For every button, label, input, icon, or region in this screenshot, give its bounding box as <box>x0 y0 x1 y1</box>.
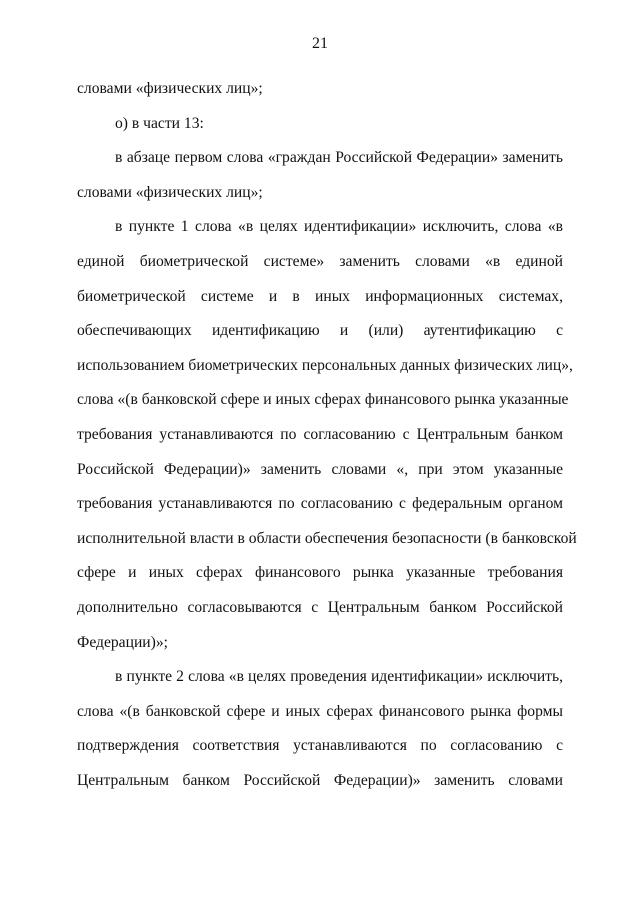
text-line: о) в части 13: <box>115 114 204 132</box>
text-line: Центральным банком Российской Федерации)» заменить словами <box>77 771 563 789</box>
text-line: словами «физических лиц»; <box>77 80 263 97</box>
text-line: Российской Федерации)» заменить словами «, при этом указанные <box>77 460 563 478</box>
text-line: требования устанавливаются по согласованию с федеральным органом <box>77 495 563 513</box>
text-line: слова «(в банковской сфере и иных сферах финансового рынка указанные <box>77 391 569 409</box>
text-line: исполнительной власти в области обеспечения безопасности (в банковской <box>77 529 577 547</box>
text-line: биометрической системе и в иных информационных системах, <box>77 287 563 305</box>
text-line: словами «физических лиц»; <box>77 183 263 201</box>
text-line: в пункте 2 слова «в целях проведения идентификации» исключить, <box>115 668 563 686</box>
text-line: требования устанавливаются по согласованию с Центральным банком <box>77 425 563 443</box>
text-line: в пункте 1 слова «в целях идентификации» исключить, слова «в <box>115 218 563 236</box>
text-line: подтверждения соответствия устанавливаются по согласованию с <box>77 737 563 755</box>
text-line: в абзаце первом слова «граждан Российской Федерации» заменить <box>115 149 563 167</box>
text-line: Федерации)»; <box>77 633 168 651</box>
text-line: слова «(в банковской сфере и иных сферах финансового рынка формы <box>77 702 563 720</box>
text-line: обеспечивающих идентификацию и (или) аутентификацию с <box>77 322 563 340</box>
document-body <box>77 72 577 798</box>
page-number: 21 <box>312 35 328 52</box>
text-line: сфере и иных сферах финансового рынка указанные требования <box>77 564 563 582</box>
text-line: единой биометрической системе» заменить словами «в единой <box>77 252 563 270</box>
text-line: использованием биометрических персональных данных физических лиц», <box>77 356 573 374</box>
text-line: дополнительно согласовываются с Центральным банком Российской <box>77 598 563 616</box>
